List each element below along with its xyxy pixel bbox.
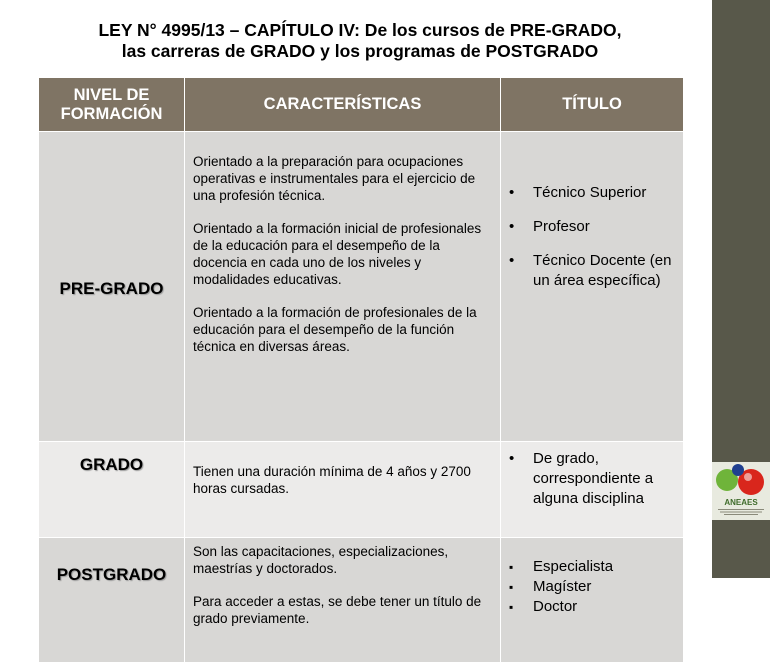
logo-subtext-lines [716, 508, 766, 516]
characteristic-text: Orientado a la formación de profesionales de la educación para el desempeño de la función técnica en diversas áreas. [193, 305, 477, 354]
titles-cell [501, 132, 684, 442]
aneaes-logo [712, 462, 770, 520]
characteristics-cell [185, 132, 501, 442]
page-title [20, 20, 700, 62]
logo-text: ANEAES [724, 498, 758, 507]
characteristic-text: Para acceder a estas, se debe tener un título de grado previamente. [193, 594, 482, 626]
characteristics-cell [185, 538, 501, 663]
table-row [39, 132, 684, 442]
titles-list [509, 183, 677, 291]
characteristic-text: Tienen una duración mínima de 4 años y 2700 horas cursadas. [193, 464, 471, 496]
aneaes-logo-icon [712, 462, 770, 502]
level-cell: GRADO [39, 442, 185, 538]
characteristic-text: Son las capacitaciones, especializaciones, maestrías y doctorados. [193, 544, 449, 576]
title-item: • Técnico Superior [509, 183, 677, 203]
title-item: ▪ Doctor [509, 597, 677, 617]
education-levels-table [38, 77, 684, 663]
title-line-2: las carreras de GRADO y los programas de POSTGRADO [121, 41, 599, 61]
titles-cell [501, 442, 684, 538]
title-item: • Profesor [509, 217, 677, 237]
header-nivel: NIVEL DE FORMACIÓN [39, 78, 185, 132]
header-caracteristicas: CARACTERÍSTICAS [185, 78, 501, 132]
title-line-1: LEY N° 4995/13 – CAPÍTULO IV: De los cursos de PRE-GRADO, [98, 20, 622, 40]
characteristics-cell [185, 442, 501, 538]
table-row [39, 538, 684, 663]
title-item: • De grado, correspondiente a alguna disciplina [509, 449, 677, 509]
titles-list [509, 557, 677, 617]
level-cell: POSTGRADO [39, 538, 185, 663]
level-cell: PRE-GRADO [39, 132, 185, 442]
header-titulo: TÍTULO [501, 78, 684, 132]
titles-cell [501, 538, 684, 663]
table-row [39, 442, 684, 538]
title-item: ▪ Especialista [509, 557, 677, 577]
table-header-row [39, 78, 684, 132]
characteristic-text: Orientado a la formación inicial de profesionales de la educación para el desempeño de la docencia en cada uno de los niveles y modalidades educativas. [193, 221, 482, 287]
title-item: • Técnico Docente (en un área específica) [509, 251, 677, 291]
characteristic-text: Orientado a la preparación para ocupaciones operativas e instrumentales para el ejercicio de una profesión técnica. [193, 154, 476, 203]
titles-list [509, 449, 677, 509]
title-item: ▪ Magíster [509, 577, 677, 597]
